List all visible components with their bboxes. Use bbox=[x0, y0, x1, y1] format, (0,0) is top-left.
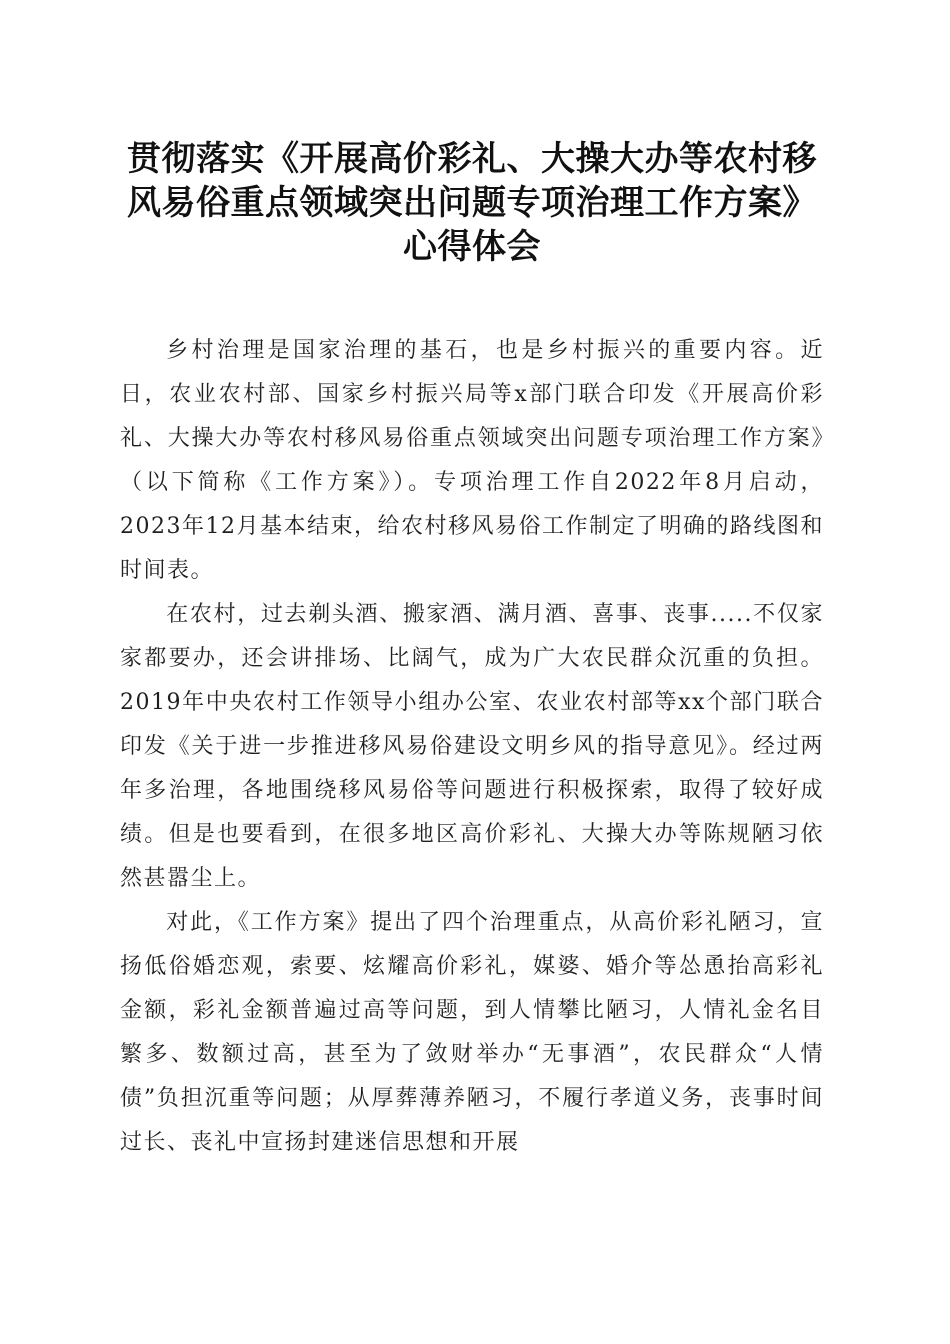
title-line-1: 贯彻落实《开展高价彩礼、大操大办等农村移 bbox=[127, 139, 817, 179]
paragraph-3: 对此，《工作方案》提出了四个治理重点，从高价彩礼陋习，宣扬低俗婚恋观，索要、炫耀高价彩礼，媒婆、婚介等怂恿抬高彩礼金额，彩礼金额普遍过高等问题，到人情攀比陋习，人情礼金名目繁多、数额过高，甚至为了敛财举办“无事酒”，农民群众“人情债”负担沉重等问题；从厚葬薄养陋习，不履行孝道义务，丧事时间过长、丧礼中宣扬封建迷信思想和开展 bbox=[120, 910, 824, 1155]
paragraph-2: 在农村，过去剃头酒、搬家酒、满月酒、喜事、丧事.....不仅家家都要办，还会讲排场、比阔气，成为广大农民群众沉重的负担。2019年中央农村工作领导小组办公室、农业农村部等xx个部门联合印发《关于进一步推进移风易俗建设文明乡风的指导意见》。经过两年多治理，各地围绕移风易俗等问题进行积极探索，取得了较好成绩。但是也要看到，在很多地区高价彩礼、大操大办等陈规陋习依然甚嚣尘上。 bbox=[120, 602, 824, 891]
document-body bbox=[120, 329, 824, 1165]
title-line-2: 风易俗重点领域突出问题专项治理工作方案》 bbox=[127, 183, 817, 223]
document-title bbox=[120, 137, 824, 269]
title-line-3: 心得体会 bbox=[403, 227, 541, 267]
paragraph-1: 乡村治理是国家治理的基石，也是乡村振兴的重要内容。近日，农业农村部、国家乡村振兴局等x部门联合印发《开展高价彩礼、大操大办等农村移风易俗重点领域突出问题专项治理工作方案》（以下简称《工作方案》）。专项治理工作自2022年8月启动，2023年12月基本结束，给农村移风易俗工作制定了明确的路线图和时间表。 bbox=[120, 338, 825, 583]
